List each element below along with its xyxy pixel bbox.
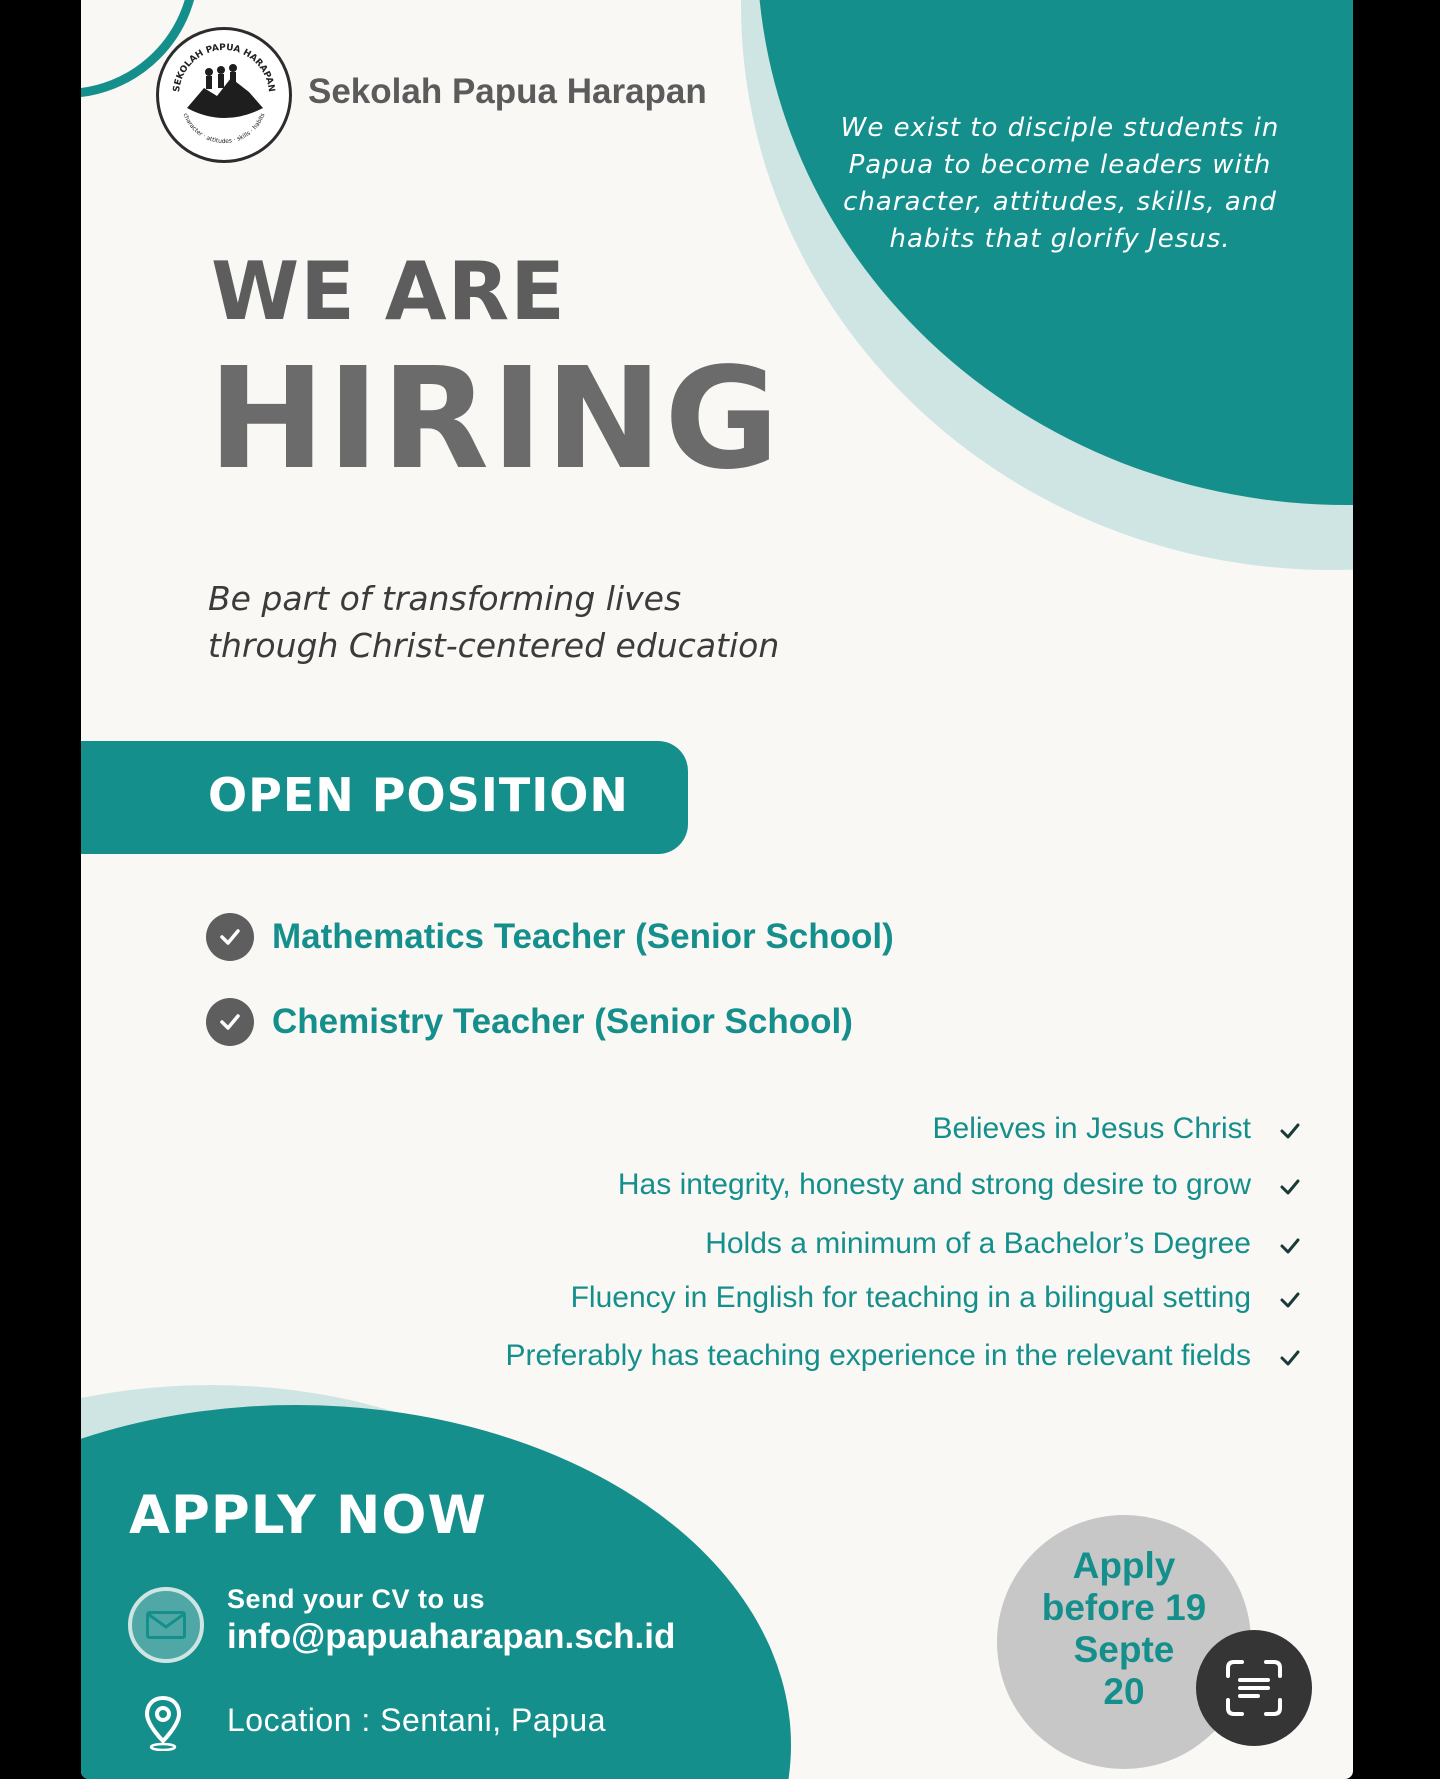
- position-label: Chemistry Teacher (Senior School): [272, 1002, 853, 1041]
- deadline-line: Apply: [1072, 1545, 1176, 1586]
- deadline-badge: [997, 1515, 1251, 1769]
- open-position-title: OPEN POSITION: [208, 768, 629, 822]
- school-logo-graphic: [159, 30, 289, 160]
- position-item: [206, 913, 894, 961]
- apply-now-title: APPLY NOW: [129, 1485, 487, 1546]
- requirement-label: Fluency in English for teaching in a bilingual setting: [570, 1281, 1251, 1314]
- tagline: [208, 575, 779, 669]
- requirement-label: Believes in Jesus Christ: [932, 1112, 1251, 1145]
- mission-statement: [835, 110, 1285, 258]
- email-address[interactable]: info@papuaharapan.sch.id: [227, 1617, 676, 1656]
- requirement-item: [153, 1168, 1353, 1208]
- open-position-banner: [81, 741, 688, 854]
- check-icon: [1279, 1235, 1301, 1257]
- check-circle-icon: [206, 913, 254, 961]
- tagline-line: Be part of transforming lives: [208, 579, 682, 618]
- requirement-label: Holds a minimum of a Bachelor’s Degree: [705, 1227, 1251, 1260]
- requirement-item: [153, 1112, 1353, 1152]
- location-label: Location : Sentani, Papua: [227, 1702, 606, 1738]
- check-icon: [1279, 1120, 1301, 1142]
- mission-line: habits that glorify Jesus.: [889, 224, 1231, 254]
- mission-line: character, attitudes, skills, and: [843, 187, 1277, 217]
- logo-motto: character · attitudes · skills · habits: [181, 112, 267, 146]
- scan-text-icon: [1222, 1656, 1286, 1720]
- hiring-poster: [81, 0, 1353, 1779]
- mail-icon: [128, 1587, 204, 1663]
- mission-line: We exist to disciple students in: [840, 113, 1280, 143]
- school-logo: [156, 27, 292, 163]
- requirement-label: Has integrity, honesty and strong desire to grow: [617, 1168, 1251, 1201]
- requirement-label: Preferably has teaching experience in the relevant fields: [505, 1339, 1251, 1372]
- deadline-line: before 19: [1041, 1587, 1207, 1628]
- headline-hiring: HIRING: [208, 338, 782, 501]
- mission-line: Papua to become leaders with: [848, 150, 1272, 180]
- check-circle-icon: [206, 998, 254, 1046]
- location-pin-icon: [144, 1695, 182, 1751]
- position-item: [206, 998, 853, 1046]
- requirement-item: [153, 1339, 1353, 1379]
- requirement-item: [153, 1281, 1353, 1321]
- send-cv-label: Send your CV to us: [227, 1584, 486, 1614]
- logo-ring-text: SEKOLAH PAPUA HARAPAN: [172, 42, 276, 93]
- deadline-line: Septe: [1073, 1629, 1175, 1670]
- scan-text-button[interactable]: [1196, 1630, 1312, 1746]
- school-name: Sekolah Papua Harapan: [308, 72, 707, 111]
- check-icon: [1279, 1176, 1301, 1198]
- check-icon: [1279, 1289, 1301, 1311]
- headline-we-are: WE ARE: [211, 245, 566, 338]
- tagline-line: through Christ-centered education: [208, 626, 780, 665]
- requirement-item: [153, 1227, 1353, 1267]
- check-icon: [1279, 1347, 1301, 1369]
- deadline-line: 20: [1103, 1671, 1145, 1712]
- position-label: Mathematics Teacher (Senior School): [272, 917, 894, 956]
